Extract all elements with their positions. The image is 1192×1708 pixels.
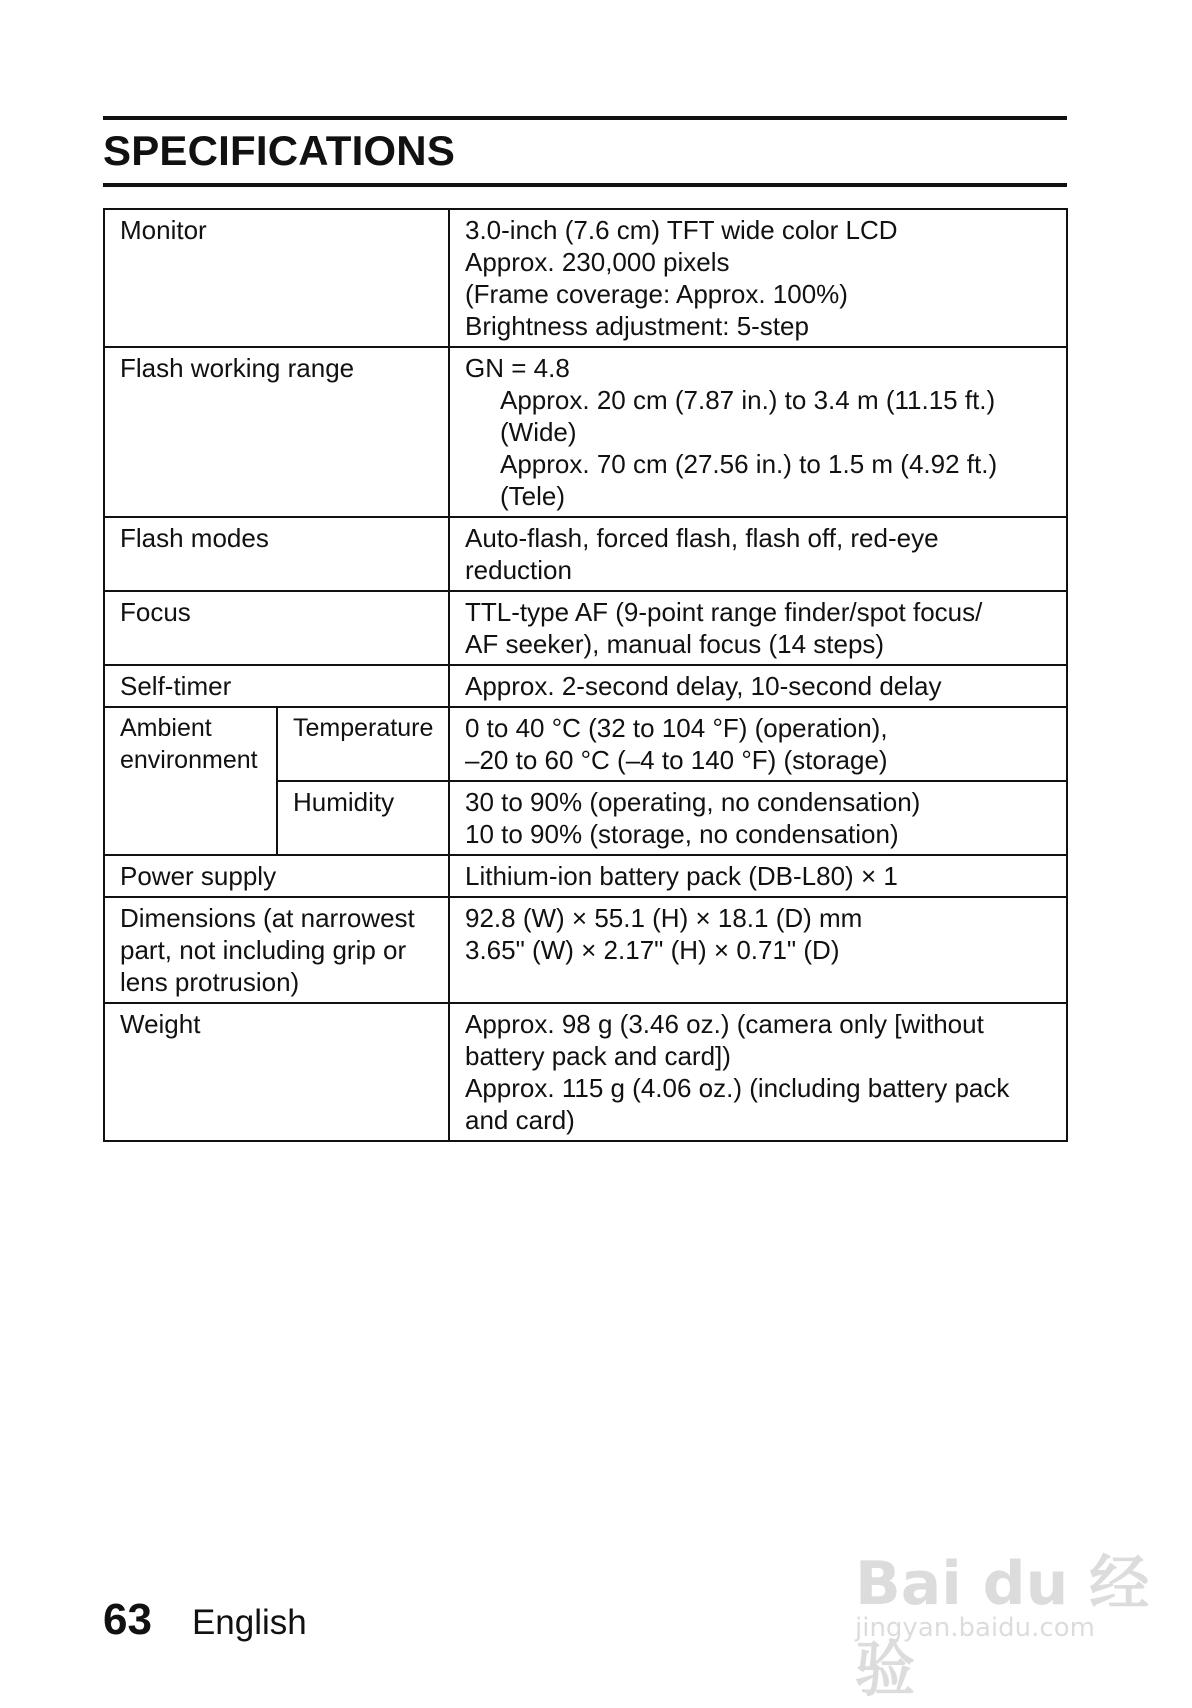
table-row: [104, 347, 1067, 517]
watermark-logo: Bai du 经验: [855, 1549, 1150, 1705]
spec-label-power: Power supply: [104, 855, 449, 897]
spec-value-humidity: 30 to 90% (operating, no condensation) 10 to 90% (storage, no condensation): [449, 781, 1067, 855]
spec-label-humidity: Humidity: [277, 781, 449, 855]
table-row: [104, 591, 1067, 665]
spec-value-power: Lithium-ion battery pack (DB-L80) × 1: [449, 855, 1067, 897]
baidu-watermark: [855, 1518, 1155, 1705]
spec-value-flash-modes: Auto-flash, forced flash, flash off, red-eye reduction: [449, 517, 1067, 591]
table-row: [104, 209, 1067, 347]
spec-value-weight: Approx. 98 g (3.46 oz.) (camera only [without battery pack and card]) Approx. 115 g (4.06 oz.) (including battery pack and card): [449, 1003, 1067, 1141]
table-row: [104, 665, 1067, 707]
spec-value-dimensions: 92.8 (W) × 55.1 (H) × 18.1 (D) mm 3.65" (W) × 2.17" (H) × 0.71" (D): [449, 897, 1067, 1003]
table-row: [104, 897, 1067, 1003]
specifications-table: [103, 208, 1068, 1142]
spec-label-monitor: Monitor: [104, 209, 449, 347]
page-title: SPECIFICATIONS: [103, 127, 456, 174]
page-language: English: [191, 1603, 307, 1642]
title-rule-bottom: [103, 183, 1067, 187]
table-row: [104, 707, 1067, 781]
spec-value-self-timer: Approx. 2-second delay, 10-second delay: [449, 665, 1067, 707]
spec-label-flash-range: Flash working range: [104, 347, 449, 517]
spec-label-self-timer: Self-timer: [104, 665, 449, 707]
page-number: 63: [103, 1595, 152, 1644]
table-row: [104, 855, 1067, 897]
table-row: [104, 1003, 1067, 1141]
spec-value-flash-range: GN = 4.8 Approx. 20 cm (7.87 in.) to 3.4 m (11.15 ft.) (Wide) Approx. 70 cm (27.56 in.) to 1.5 m (4.92 ft.) (Tele): [449, 347, 1067, 517]
watermark-url: jingyan.baidu.com: [855, 1613, 1095, 1643]
spec-label-focus: Focus: [104, 591, 449, 665]
spec-label-flash-modes: Flash modes: [104, 517, 449, 591]
spec-label-weight: Weight: [104, 1003, 449, 1141]
spec-value-monitor: 3.0-inch (7.6 cm) TFT wide color LCD Approx. 230,000 pixels (Frame coverage: Approx. 100%) Brightness adjustment: 5-step: [449, 209, 1067, 347]
spec-label-ambient: Ambient environment: [104, 707, 277, 855]
title-rule-top: [103, 116, 1067, 120]
spec-label-dimensions: Dimensions (at narrowest part, not including grip or lens protrusion): [104, 897, 449, 1003]
table-row: [104, 517, 1067, 591]
spec-label-temperature: Temperature: [277, 707, 449, 781]
page-footer: [103, 1595, 307, 1651]
spec-value-focus: TTL-type AF (9-point range finder/spot focus/ AF seeker), manual focus (14 steps): [449, 591, 1067, 665]
spec-value-temperature: 0 to 40 °C (32 to 104 °F) (operation), –20 to 60 °C (–4 to 140 °F) (storage): [449, 707, 1067, 781]
